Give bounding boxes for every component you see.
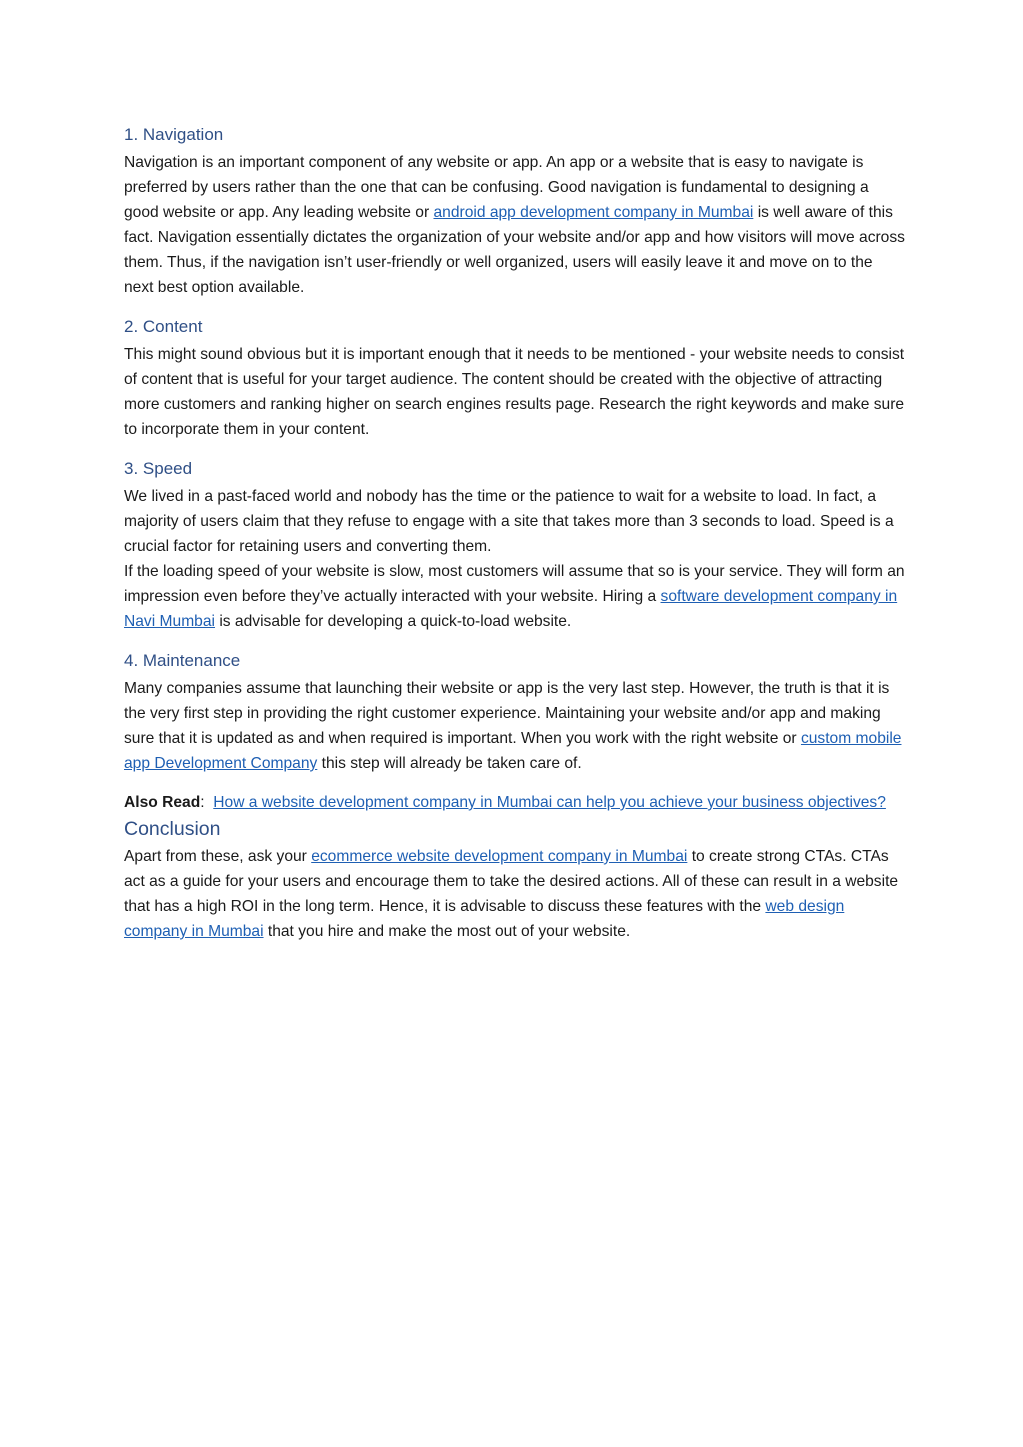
paragraph-text: that you hire and make the most out of your website.: [263, 923, 631, 940]
section-heading: 2. Content: [124, 317, 203, 336]
section-paragraph: [124, 150, 906, 300]
software-development-link[interactable]: software development company in Navi Mumbai: [124, 588, 898, 630]
paragraph-text: Navigation is an important component of any website or app. An app or a website that is easy to navigate is preferred by users rather than the one that can be confusing. Good navigation is fundamental to designing a good website or app. Any leading website or: [124, 154, 869, 221]
paragraph-text: Many companies assume that launching their website or app is the very last step. However, the truth is that it is the very first step in providing the right customer experience. Maintaining your website and/or app and making sure that it is updated as and when required is important. When you work with the right website or: [124, 680, 890, 747]
section-paragraph: [124, 676, 906, 776]
also-read-label: Also Read: [124, 794, 201, 811]
also-read-separator: :: [200, 794, 214, 811]
section-conclusion: [124, 815, 906, 944]
section-heading: 4. Maintenance: [124, 651, 241, 670]
section-heading: 3. Speed: [124, 459, 193, 478]
section-paragraph: [124, 844, 906, 944]
paragraph-text: is well aware of this fact. Navigation essentially dictates the organization of your website and/or app and how visitors will move across them. Thus, if the navigation isn’t user-friendly or well organized, users will easily leave it and move on to the next best option available.: [124, 204, 905, 296]
section-paragraph: This might sound obvious but it is important enough that it needs to be mentioned - your website needs to consist of content that is useful for your target audience. The content should be created with the objective of attracting more customers and ranking higher on search engines results page. Research the right keywords and make sure to incorporate them in your content.: [124, 346, 905, 438]
document-page: [124, 122, 906, 958]
section-content: [124, 314, 906, 442]
also-read: [124, 790, 906, 815]
paragraph-text: this step will already be taken care of.: [317, 755, 582, 772]
section-maintenance: [124, 648, 906, 776]
section-paragraph: We lived in a past-faced world and nobody has the time or the patience to wait for a website to load. In fact, a majority of users claim that they refuse to engage with a site that takes more than 3 seconds to load. Speed is a crucial factor for retaining users and converting them.: [124, 488, 894, 555]
paragraph-text: is advisable for developing a quick-to-load website.: [215, 613, 572, 630]
section-heading: 1. Navigation: [124, 125, 224, 144]
paragraph-text: If the loading speed of your website is slow, most customers will assume that so is your service. They will form an impression even before they’ve actually interacted with your website. Hiring a: [124, 563, 905, 605]
paragraph-text: to create strong CTAs. CTAs act as a guide for your users and encourage them to take the desired actions. All of these can result in a website that has a high ROI in the long term. Hence, it is advisable to discuss these features with the: [124, 848, 899, 915]
ecommerce-website-link[interactable]: ecommerce website development company in Mumbai: [311, 848, 688, 865]
section-navigation: [124, 122, 906, 300]
custom-mobile-app-link[interactable]: custom mobile app Development Company: [124, 730, 902, 772]
also-read-link[interactable]: How a website development company in Mumbai can help you achieve your business objectives?: [213, 794, 886, 811]
section-speed: [124, 456, 906, 634]
section-heading: Conclusion: [124, 818, 221, 840]
web-design-link[interactable]: web design company in Mumbai: [124, 898, 845, 940]
android-app-development-link[interactable]: android app development company in Mumbai: [433, 204, 754, 221]
paragraph-text: Apart from these, ask your: [124, 848, 312, 865]
section-paragraph: [124, 559, 906, 634]
